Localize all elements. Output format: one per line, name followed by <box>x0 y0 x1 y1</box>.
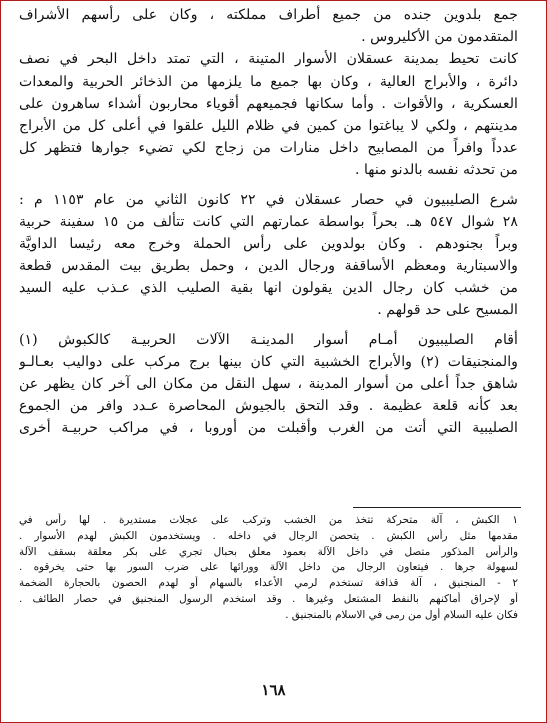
text-line: بعد كأنه قلعة عظيمة . وقد التحق بالجيوش المحاصرة عـدد وافر من الجموع <box>19 398 518 415</box>
text-line: المسيح على حد قولهم . <box>377 302 518 319</box>
footnote-line: مقدمها مثل رأس الكبش . يتحصن الرجال في داخله . ويستخدمون الكبش لهدم الأسوار . <box>19 529 518 542</box>
footnote-line: لسهولة جرها . فيتعاون الرجال من داخل الآلة وورائها على ضرب السور بها حتى يخرقوه . <box>19 561 518 574</box>
footnote-divider <box>353 507 521 508</box>
footnotes <box>19 513 518 624</box>
footnote-line: والرأس المذكور متصل في داخل الآلة بعمود معلق بحبال تجري على بكر معلقة بسقف الآلة <box>19 545 518 558</box>
text-line: والمنجنيقات (٢) والأبراج الخشبية التي كان بينها برج مركب على دواليب بعـالـو <box>19 353 518 370</box>
text-line: وبراً بجنودهم . وكان بولدوين على رأس الحملة وخرج معه رئيسا الداويَّة <box>19 235 518 252</box>
main-text <box>19 4 518 440</box>
footnote-line: فكان عليه السلام أول من رمى في الاسلام بالمنجنيق . <box>285 608 518 621</box>
text-line: والاسبتارية ومعظم الأساقفة ورجال الدين ، وحمل بطريق بيت المقدس قطعة <box>19 258 518 275</box>
text-line: عدداً وافراً من المصابيح داخل منارات من زجاج لكي تضيء جوارها فتظهر كل <box>19 140 518 157</box>
text-line: كانت تحيط بمدينة عسقلان الأسوار المتينة ، التي تمتد داخل البحر في نصف <box>19 51 518 68</box>
page-number: ١٦٨ <box>261 681 286 699</box>
text-line: الصليبية التي أتت من الغرب وأقبلت من أوروبا ، في مراكب حربيـة أخرى <box>19 420 518 437</box>
text-line: من تحدثه نفسه بالدنو منها . <box>354 162 518 179</box>
text-line: مدينتهم ، ولكي لا يباغتوا من كمين في ظلام الليل علقوا في أعلى كل من الأبراج <box>19 117 518 134</box>
text-line: أقام الصليبيون أمـام أسوار المدينـة الآلات الحربيـة كالكبوش (١) <box>19 331 518 348</box>
footnote-line: أو لإحراق أماكنهم بالنفط المشتعل وغيرها . وقد استخدم الرسول المنجنيق في حصار الطائف . <box>19 592 518 605</box>
text-line: شاهق جداً أعلى من أسوار المدينة ، سهل النقل من مكان الى آخر كان يظهر عن <box>19 376 518 392</box>
text-line: من خشب كان رجال الدين يقولون انها بقية الصليب الذي عـذب عليه السيد <box>19 280 518 297</box>
text-line: جمع بلدوين جنده من جميع أطراف مملكته ، وكان على رأسهم الأشراف <box>19 7 518 23</box>
text-line: شرع الصليبيون في حصار عسقلان في ٢٢ كانون الثاني من عام ١١٥٣ م : <box>19 191 518 208</box>
footnote-line: ٢ - المنجنيق ، آلة قذافة تستخدم لرمي الأعداء بالسهام أو لهدم الحصون بالحجارة الضخمة <box>19 577 518 590</box>
text-line: المتقدمون من الأكليروس . <box>361 29 518 46</box>
text-line: ٢٨ شوال ٥٤٧ هـ. بحراً بواسطة عمارتهم التي كانت تتألف من ١٥ سفينة حربية <box>19 213 518 230</box>
text-line: العسكرية ، والأقوات . وأما سكانها فجميعهم أقوياء محاربون أشداء ساهرون على <box>19 95 518 112</box>
text-line: دائرة ، والأبراج العالية ، وكان بها جميع ما يلزمها من الذخائر الحربية والمعدات <box>19 73 518 90</box>
footnote-line: ١ الكبش ، آلة متحركة تتخذ من الخشب وتركب على عجلات مستديرة . لها رأس في <box>19 514 518 526</box>
